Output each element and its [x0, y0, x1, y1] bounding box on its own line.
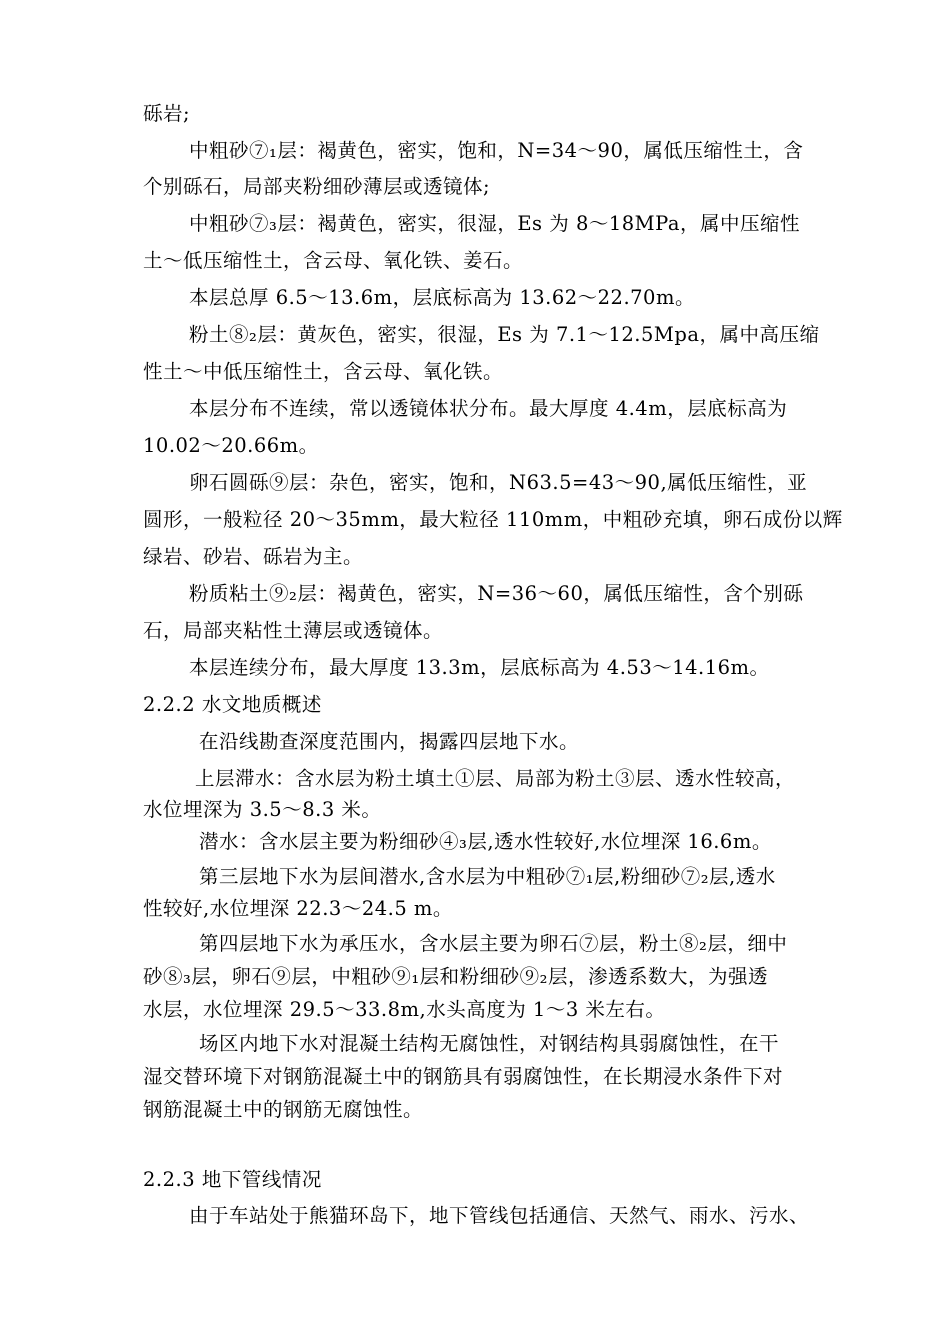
- text-line: 卵石圆砾⑨层：杂色，密实，饱和，N63.5=43～90,属低压缩性，亚: [189, 471, 808, 494]
- text-line: 第四层地下水为承压水，含水层主要为卵石⑦层，粉土⑧₂层，细中: [199, 932, 788, 955]
- text-line: 湿交替环境下对钢筋混凝土中的钢筋具有弱腐蚀性，在长期浸水条件下对: [143, 1065, 784, 1088]
- text-line: 潜水：含水层主要为粉细砂④₃层,透水性较好,水位埋深 16.6m。: [199, 830, 772, 853]
- text-line: 粉质粘土⑨₂层：褐黄色，密实，N=36～60，属低压缩性，含个别砾: [189, 582, 804, 605]
- text-line: 上层滞水：含水层为粉土填土①层、局部为粉土③层、透水性较高，: [195, 767, 796, 790]
- text-line: 水层，水位埋深 29.5～33.8m,水头高度为 1～3 米左右。: [143, 998, 666, 1021]
- text-line: 场区内地下水对混凝土结构无腐蚀性，对钢结构具弱腐蚀性，在干: [199, 1032, 780, 1055]
- text-line: 由于车站处于熊猫环岛下，地下管线包括通信、天然气、雨水、污水、: [189, 1204, 810, 1227]
- text-line: 绿岩、砂岩、砾岩为主。: [143, 545, 364, 568]
- text-line: 圆形，一般粒径 20～35mm，最大粒径 110mm，中粗砂充填，卵石成份以辉: [143, 508, 843, 531]
- text-line: 性较好,水位埋深 22.3～24.5 m。: [143, 897, 453, 920]
- text-line: 砂⑧₃层，卵石⑨层，中粗砂⑨₁层和粉细砂⑨₂层，渗透系数大，为强透: [143, 965, 768, 988]
- text-line: 本层连续分布，最大厚度 13.3m，层底标高为 4.53～14.16m。: [189, 656, 770, 679]
- text-line: 本层分布不连续，常以透镜体状分布。最大厚度 4.4m，层底标高为: [189, 397, 788, 420]
- text-line: 在沿线勘查深度范围内，揭露四层地下水。: [199, 730, 580, 753]
- text-line: 石，局部夹粘性土薄层或透镜体。: [143, 619, 444, 642]
- text-line: 中粗砂⑦₁层：褐黄色，密实，饱和，N=34～90，属低压缩性土，含: [189, 139, 804, 162]
- text-line: 10.02～20.66m。: [143, 434, 319, 457]
- text-line: 土～低压缩性土，含云母、氧化铁、姜石。: [143, 249, 524, 272]
- text-line: 中粗砂⑦₃层：褐黄色，密实，很湿，Es 为 8～18MPa，属中压缩性: [189, 212, 801, 235]
- text-line: 第三层地下水为层间潜水,含水层为中粗砂⑦₁层,粉细砂⑦₂层,透水: [199, 865, 776, 888]
- text-line: 个别砾石，局部夹粉细砂薄层或透镜体;: [143, 175, 491, 198]
- section-heading: 2.2.3 地下管线情况: [143, 1168, 322, 1191]
- text-line: 钢筋混凝土中的钢筋无腐蚀性。: [143, 1098, 424, 1121]
- section-heading: 2.2.2 水文地质概述: [143, 693, 322, 716]
- text-line: 本层总厚 6.5～13.6m，层底标高为 13.62～22.70m。: [189, 286, 695, 309]
- text-line: 水位埋深为 3.5～8.3 米。: [143, 798, 382, 821]
- text-line: 砾岩;: [143, 102, 191, 125]
- text-line: 粉土⑧₂层：黄灰色，密实，很湿，Es 为 7.1～12.5Mpa，属中高压缩: [189, 323, 820, 346]
- text-line: 性土～中低压缩性土，含云母、氧化铁。: [143, 360, 504, 383]
